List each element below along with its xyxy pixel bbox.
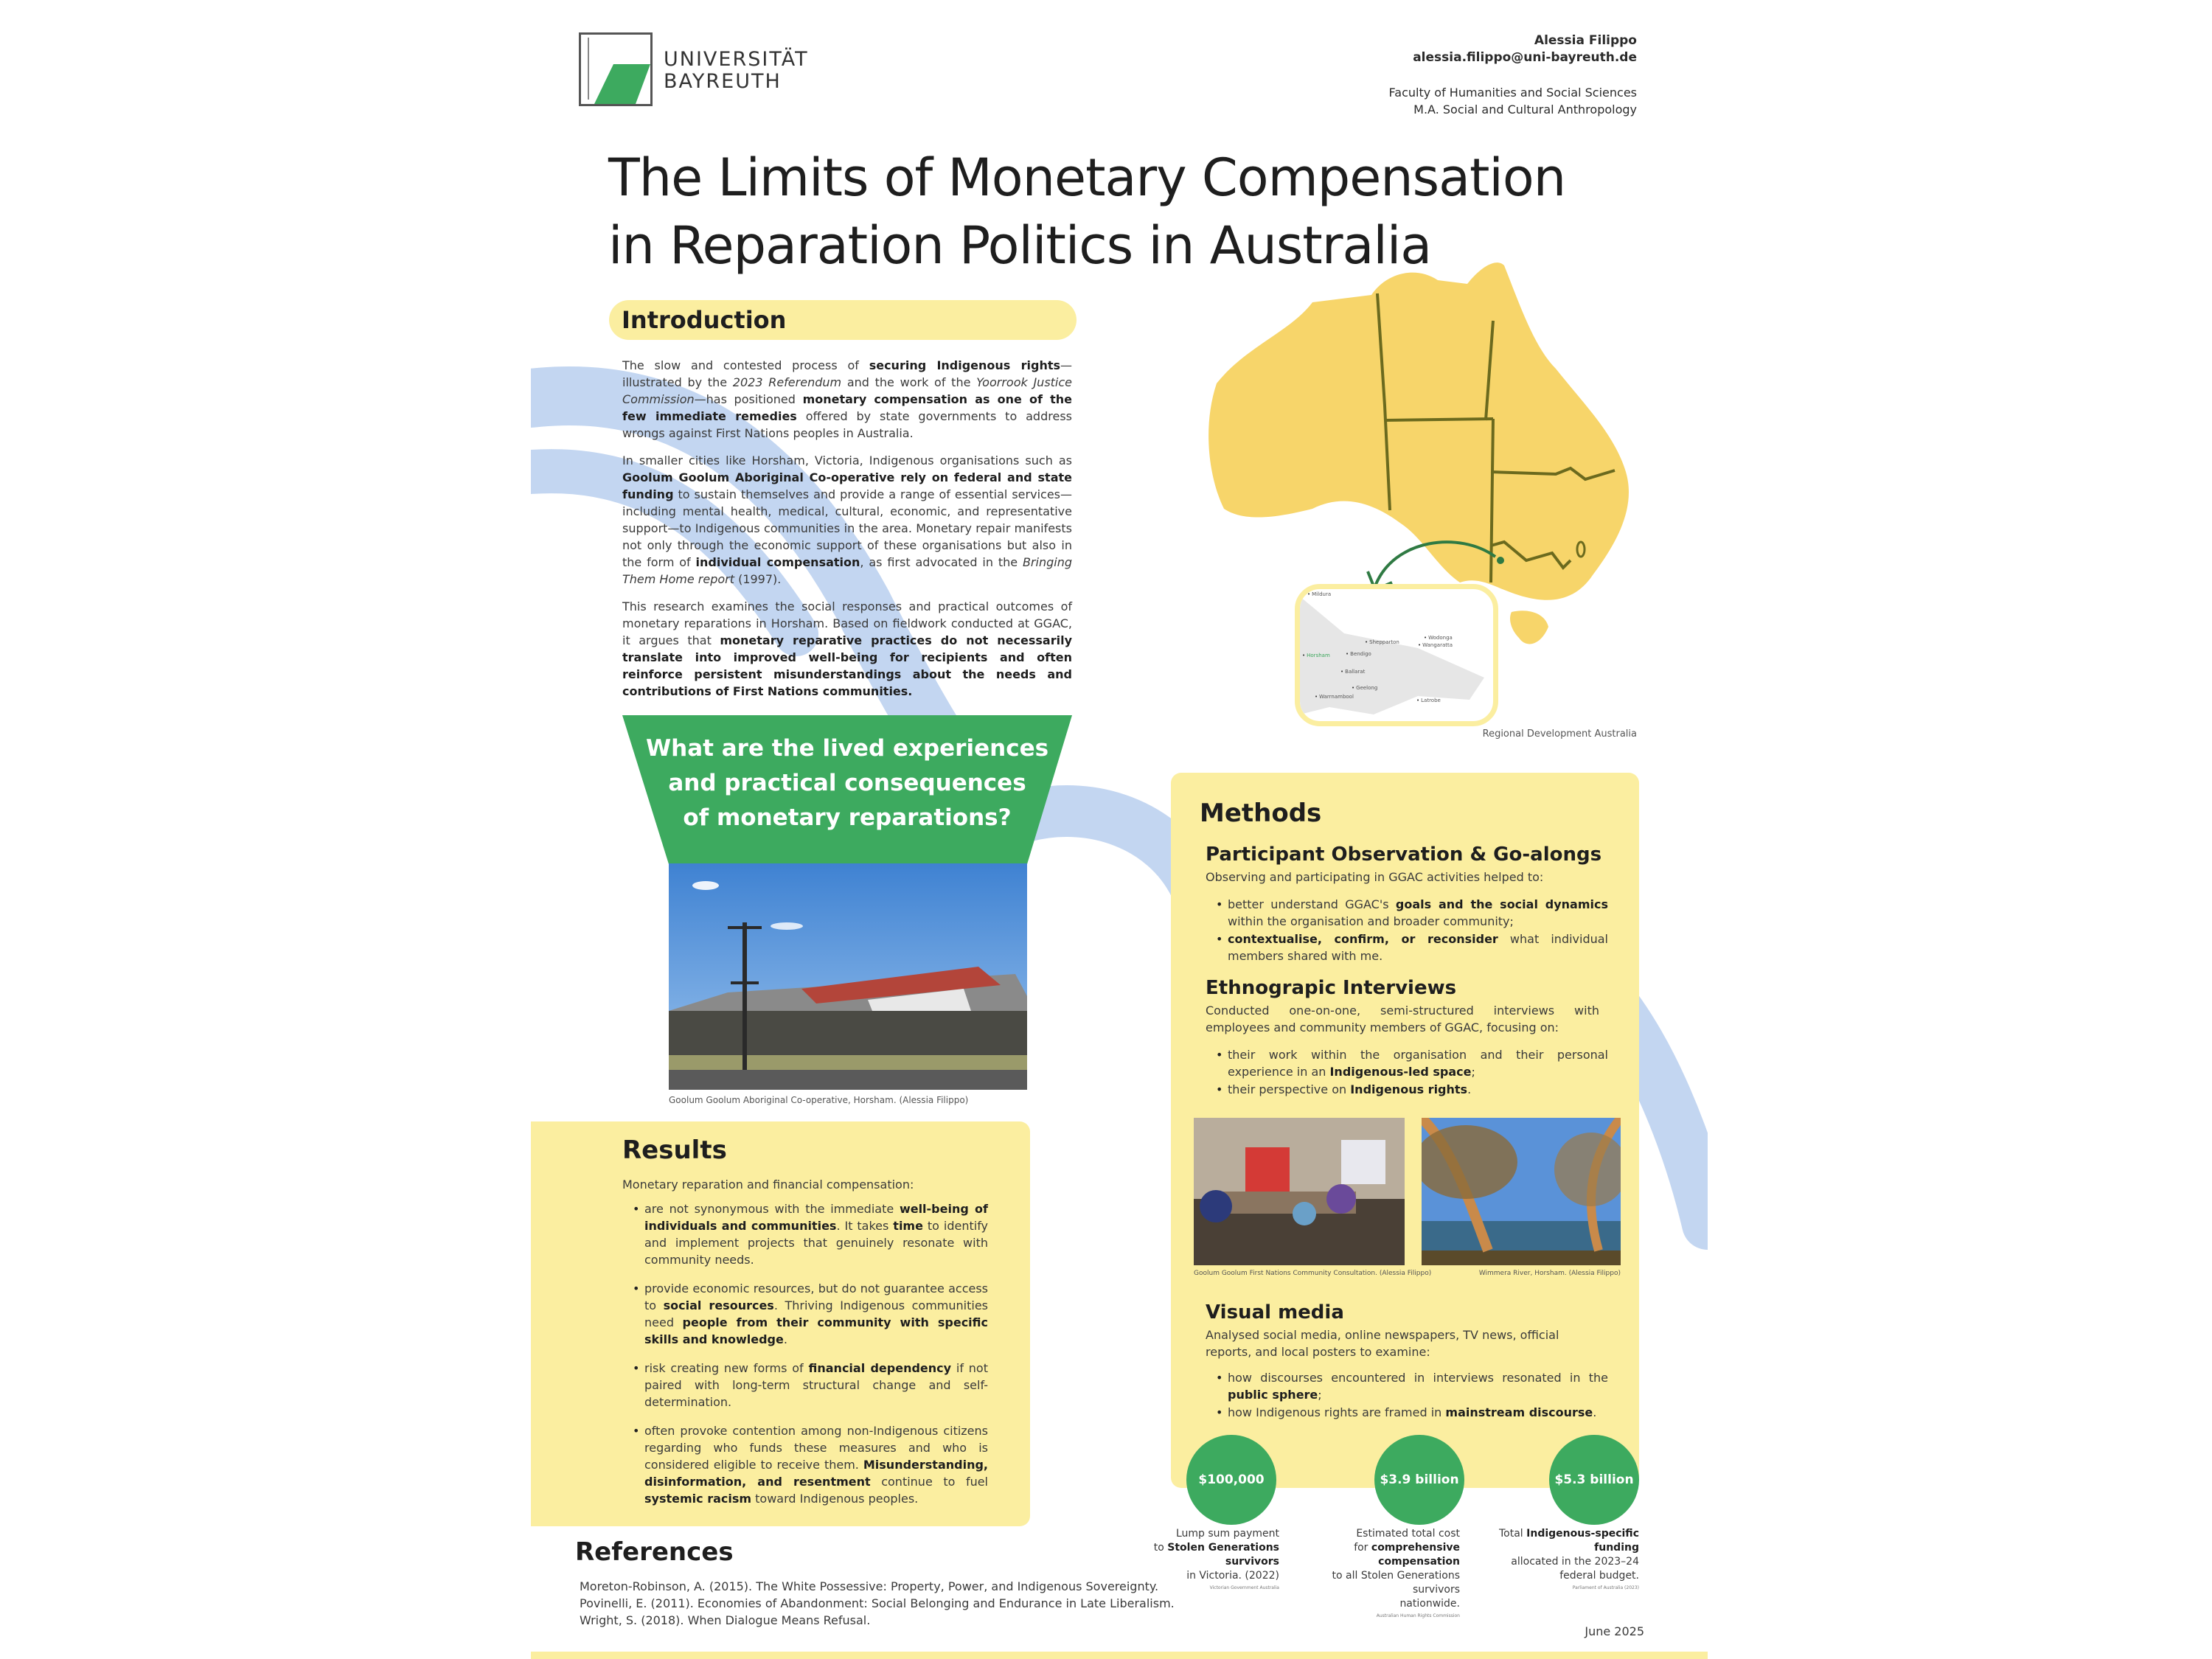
emphasis-text: Indigenous rights [1350,1082,1468,1096]
stat-source: Parliament of Australia (2023) [1572,1585,1639,1590]
methods-section-observation [1206,844,1608,965]
australia-mainland [1208,262,1629,600]
text-run: ; [1318,1388,1322,1402]
methods-section-visual-media [1206,1301,1608,1422]
results-item [631,1280,988,1348]
section-list-item [1214,1369,1608,1403]
city-label: • Geelong [1352,685,1377,691]
italic-text: Bringing Them Home report [622,555,1072,586]
intro-paragraph [622,452,1072,588]
text-run: toward Indigenous peoples. [751,1492,919,1506]
logo-mark [579,32,653,106]
university-logo [579,32,822,109]
main-photo-caption: Goolum Goolum Aboriginal Co-operative, Horsham. (Alessia Filippo) [669,1095,969,1105]
text-run: within the organisation and broader community; [1228,914,1514,928]
bottom-band [531,1652,1708,1659]
author-email[interactable]: alessia.filippo@uni-bayreuth.de [1413,50,1637,65]
stat-source: Victorian Government Australia [1209,1585,1279,1590]
section-list-item [1214,931,1608,964]
text-run: to sustain themselves and provide a range of essential services—including mental health, medical, cultural, economic, and representative support—to Indigenous communities in the area. Monetary repair manifests not only through the economic support of these organisations but also in the form of [622,487,1072,569]
reference-item: Wright, S. (2018). When Dialogue Means Refusal. [580,1613,871,1627]
program: M.A. Social and Cultural Anthropology [1413,102,1637,116]
text-run: continue to fuel [870,1475,989,1489]
photo-caption: Goolum Goolum First Nations Community Consultation. (Alessia Filippo) [1194,1270,1432,1277]
section-list [1214,1046,1608,1098]
emphasis-text: Indigenous-led space [1329,1065,1472,1079]
emphasis-text: contextualise, confirm, or reconsider [1228,932,1498,946]
section-heading: Visual media [1206,1301,1344,1324]
text-run: if not paired with long-term structural change and self-determination. [644,1361,988,1409]
text-run: Total [1499,1528,1527,1540]
text-run: Lump sum payment [1175,1528,1279,1540]
section-heading: Ethnograpic Interviews [1206,977,1457,999]
text-run: . It takes [836,1219,894,1233]
state-border-sa-n [1386,419,1493,420]
text-run: . [1467,1082,1472,1096]
text-run: . [1593,1405,1597,1419]
results-item [631,1200,988,1268]
stat-circle: $5.3 billion [1549,1435,1639,1525]
victoria-inset-map [1295,584,1498,726]
text-run: their perspective on [1228,1082,1351,1096]
text-run: . Thriving Indigenous communities need [644,1298,989,1329]
results-item [631,1422,988,1507]
text-run: (1997). [734,572,782,586]
text-run: This research examines the social responses and practical outcomes of monetary reparations in Horsham. Based on fieldwork conducted at GGAC, it argues that [622,599,1072,647]
section-list-item [1214,1046,1608,1080]
poster-date: June 2025 [1585,1624,1644,1638]
wimmera-river-photo [1422,1118,1621,1265]
results-heading: Results [622,1135,727,1165]
methods-heading: Methods [1200,799,1322,828]
text-run: how discourses encountered in interviews resonated in the [1228,1371,1608,1385]
reference-item: Povinelli, E. (2011). Economies of Abandonment: Social Belonging and Endurance in Late Liberalism. [580,1596,1175,1610]
text-run: ; [1471,1065,1475,1079]
text-run: —illustrated by the [622,358,1072,389]
city-label: • Mildura [1307,591,1331,597]
text-run: often provoke contention among non-Indigenous citizens regarding who funds these measures and who is considered eligible to receive them. [644,1424,988,1472]
emphasis-text: Goolum Goolum Aboriginal Co-operative rely on federal and state funding [622,470,1072,501]
poster-title: The Limits of Monetary Compensation in Reparation Politics in Australia [608,147,1566,276]
references-heading: References [575,1537,734,1567]
text-run: The slow and contested process of [622,358,869,372]
faculty: Faculty of Humanities and Social Sciences [1388,86,1637,100]
section-list-item [1214,896,1608,930]
section-list [1214,896,1608,964]
city-label: • Wangaratta [1418,642,1453,648]
section-list-item [1214,1081,1608,1098]
text-run: in Victoria. (2022) [1186,1570,1279,1582]
emphasis-text: survivors [1225,1556,1279,1568]
stat-circle: $3.9 billion [1374,1435,1464,1525]
city-label: • Ballarat [1340,669,1365,675]
text-run: to all Stolen Generations survivors [1332,1570,1460,1596]
text-run: offered by state governments to address wrongs against First Nations peoples in Australia. [622,409,1072,440]
emphasis-text: people from their community with specific skills and knowledge [644,1315,989,1346]
author-name: Alessia Filippo [1534,33,1637,48]
city-label-highlight: • Horsham [1302,653,1330,658]
text-run: provide economic resources, but do not guarantee access to [644,1281,988,1312]
methods-section-interviews [1206,977,1608,1099]
text-run: what individual members shared with me. [1228,932,1608,963]
intro-paragraph [622,357,1072,442]
reference-item: Moreton-Robinson, A. (2015). The White Possessive: Property, Power, and Indigenous Sovereignty. [580,1579,1159,1593]
stat-circle: $100,000 [1186,1435,1276,1525]
text-run: , as first advocated in the [860,555,1023,569]
research-question: What are the lived experiences and practical consequences of monetary reparations? [645,735,1049,831]
text-run: nationwide. [1399,1598,1460,1610]
section-heading: Participant Observation & Go-alongs [1206,844,1602,866]
text-run: are not synonymous with the immediate [644,1202,900,1216]
tasmania [1510,611,1548,644]
section-intro: Observing and participating in GGAC activities helped to: [1206,870,1544,884]
emphasis-text: time [893,1219,923,1233]
emphasis-text: securing Indigenous rights [869,358,1060,372]
emphasis-text: social resources [663,1298,774,1312]
section-intro: Analysed social media, online newspapers, TV news, official reports, and local posters to examine: [1206,1328,1559,1359]
stat-description [1471,1527,1639,1590]
text-run: and the work of the [841,375,977,389]
map-source: Regional Development Australia [1482,728,1637,740]
emphasis-text: Indigenous-specific funding [1526,1528,1639,1554]
italic-text: 2023 Referendum [732,375,842,389]
emphasis-text: individual compensation [695,555,860,569]
author-block [1389,32,1637,118]
city-label: • Bendigo [1346,651,1371,657]
emphasis-text: financial dependency [808,1361,952,1375]
emphasis-text: Stolen Generations [1167,1542,1279,1554]
section-list-item [1214,1404,1608,1421]
text-run: In smaller cities like Horsham, Victoria, Indigenous organisations such as [622,453,1072,467]
stat-source: Australian Human Rights Commission [1376,1613,1460,1618]
emphasis-text: systemic racism [644,1492,752,1506]
stat-description [1150,1527,1279,1590]
text-run: federal budget. [1559,1570,1639,1582]
ggac-building-photo [669,863,1027,1090]
text-run: how Indigenous rights are framed in [1228,1405,1446,1419]
references-list [580,1578,1175,1629]
stat-description [1283,1527,1460,1618]
italic-text: Yoorrook Justice Commission [622,375,1073,406]
emphasis-text: monetary compensation as one of the few immediate remedies [622,392,1072,423]
emphasis-text: monetary reparative practices do not necessarily translate into improved well-being for recipients and often reinforce persistent misunderstandings about the needs and contributions of First Nations communities. [622,633,1073,698]
text-run: to identify and implement projects that genuinely resonate with community needs. [644,1219,989,1267]
community-consultation-photo [1194,1118,1405,1265]
section-list [1214,1369,1608,1421]
text-run: —has positioned [694,392,803,406]
text-run: better understand GGAC's [1228,897,1396,911]
results-intro: Monetary reparation and financial compensation: [622,1178,914,1192]
text-run: their work within the organisation and their personal experience in an [1228,1048,1608,1079]
introduction-heading: Introduction [622,306,787,334]
text-run: risk creating new forms of [644,1361,809,1375]
city-label: • Shepparton [1365,639,1399,645]
logo-wordmark: UNIVERSITÄT BAYREUTH [664,48,809,93]
city-label: • Latrobe [1416,698,1441,703]
intro-paragraph [622,598,1072,700]
section-intro: Conducted one-on-one, semi-structured interviews with employees and community members of GGAC, focusing on: [1206,1004,1599,1034]
emphasis-text: well-being of individuals and communities [644,1202,988,1233]
city-label: • Wodonga [1424,635,1453,641]
text-run: . [783,1332,787,1346]
horsham-marker [1497,557,1504,564]
emphasis-text: Misunderstanding, disinformation, and resentment [644,1458,988,1489]
text-run: allocated in the 2023–24 [1511,1556,1639,1568]
results-item [631,1360,988,1411]
emphasis-text: public sphere [1228,1388,1318,1402]
city-label: • Warrnambool [1315,694,1354,700]
introduction-text [622,357,1072,710]
text-run: to [1153,1542,1168,1554]
emphasis-text: comprehensive compensation [1371,1542,1460,1568]
photo-caption: Wimmera River, Horsham. (Alessia Filippo) [1478,1270,1621,1277]
emphasis-text: mainstream discourse [1445,1405,1593,1419]
emphasis-text: goals and the social dynamics [1395,897,1608,911]
text-run: for [1354,1542,1371,1554]
text-run: Estimated total cost [1356,1528,1460,1540]
results-list [631,1200,988,1519]
